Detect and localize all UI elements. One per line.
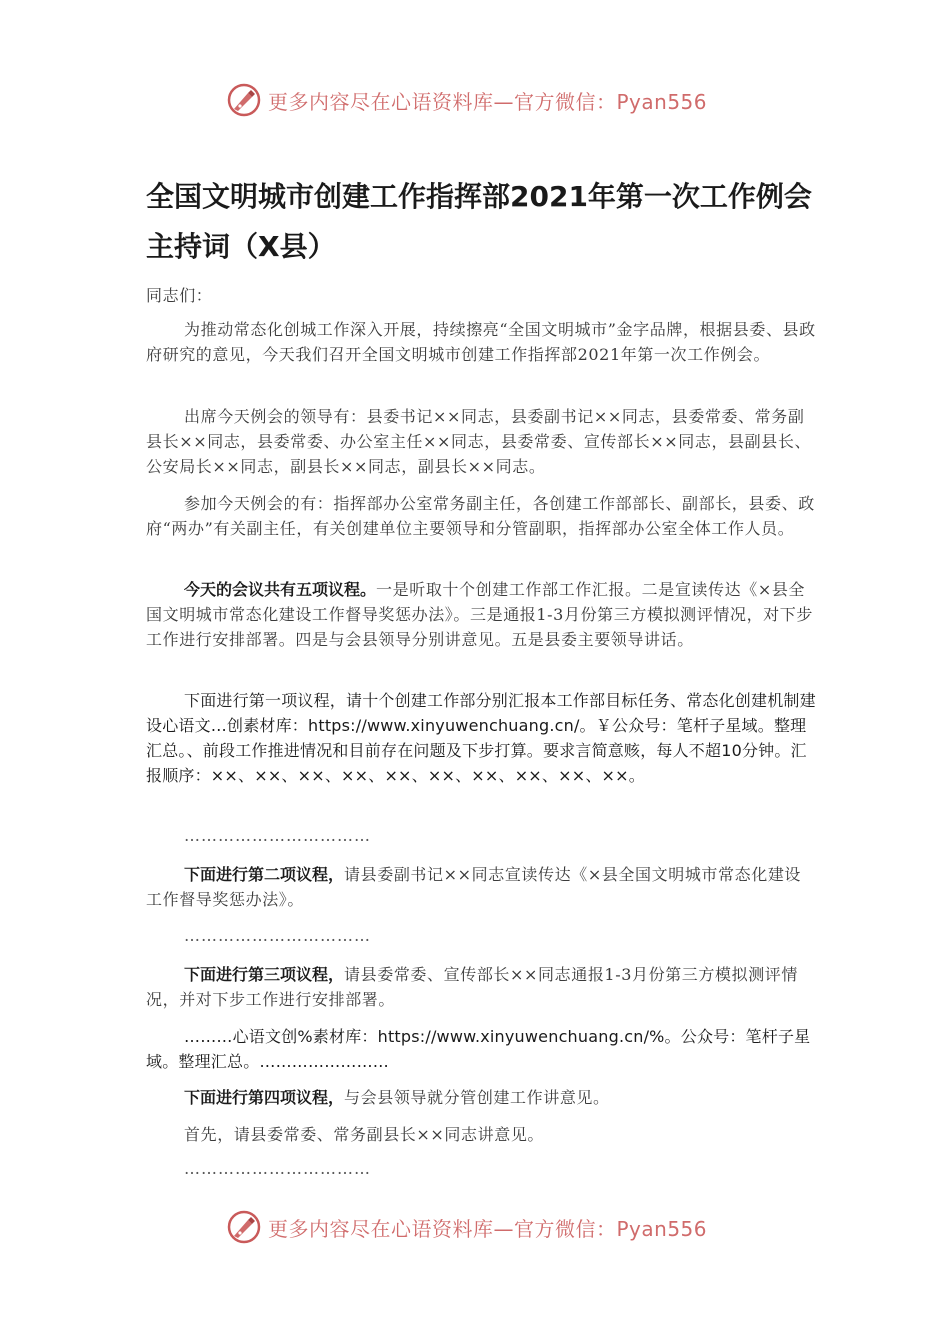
second-item-lead: 下面进行第二项议程， bbox=[184, 865, 345, 884]
ellipsis-separator: …………………………… bbox=[184, 826, 371, 845]
ellipsis-separator: …………………………… bbox=[184, 1159, 371, 1178]
pen-nib-logo-icon bbox=[226, 82, 262, 118]
paragraph-attending-leaders: 出席今天例会的领导有：县委书记××同志，县委副书记××同志，县委常委、常务副县长××同志，县委常委、办公室主任××同志，县委常委、宣传部长××同志，县副县长、公安局长××同志，副县长××同志，副县长××同志。 bbox=[146, 407, 812, 476]
paragraph-agenda bbox=[146, 577, 816, 652]
banner-text: 更多内容尽在心语资料库—官方微信：Pyan556 bbox=[268, 1216, 708, 1241]
paragraph-watermark-note: ………心语文创%素材库：https://www.xinyuwenchuang.cn/%。公众号：笔杆子星域。整理汇总。…………………… bbox=[146, 1027, 811, 1071]
fourth-item-rest: 与会县领导就分管创建工作讲意见。 bbox=[344, 1088, 610, 1107]
ellipsis-separator: …………………………… bbox=[184, 926, 371, 945]
banner-text: 更多内容尽在心语资料库—官方微信：Pyan556 bbox=[268, 89, 708, 114]
fourth-item-lead: 下面进行第四项议程， bbox=[184, 1088, 345, 1107]
third-item-rest: 请县委常委、宣传部长××同志通报1-3月份第三方模拟测评情况，并对下步工作进行安排部署。 bbox=[146, 965, 798, 1009]
pen-nib-logo-icon bbox=[226, 1209, 262, 1245]
third-item-lead: 下面进行第三项议程， bbox=[184, 965, 345, 984]
paragraph-third-item bbox=[146, 962, 816, 1012]
paragraph-participants: 参加今天例会的有：指挥部办公室常务副主任，各创建工作部部长、副部长，县委、政府“两办”有关副主任，有关创建单位主要领导和分管副职，指挥部办公室全体工作人员。 bbox=[146, 494, 815, 538]
greeting: 同志们： bbox=[146, 286, 213, 305]
document-title: 全国文明城市创建工作指挥部2021年第一次工作例会主持词（X县） bbox=[146, 180, 812, 263]
agenda-rest: 一是听取十个创建工作部工作汇报。二是宣读传达《×县全国文明城市常态化建设工作督导奖惩办法》。三是通报1-3月份第三方模拟测评情况，对下步工作进行安排部署。四是与会县领导分别讲意见。五是县委主要领导讲话。 bbox=[146, 580, 813, 649]
paragraph-second-item bbox=[146, 862, 816, 912]
paragraph-first-speaker: 首先，请县委常委、常务副县长××同志讲意见。 bbox=[184, 1125, 545, 1144]
paragraph-first-item: 下面进行第一项议程，请十个创建工作部分别汇报本工作部目标任务、常态化创建机制建设心语文…创素材库：https://www.xinyuwenchuang.cn/。￥公众号：笔杆子星域。整理汇总。、前段工作推进情况和目前存在问题及下步打算。要求言简意赅，每人不超10分钟。汇报顺序：××、××、××、××、××、××、××、××、××、××。 bbox=[146, 691, 816, 785]
agenda-lead: 今天的会议共有五项议程。 bbox=[184, 580, 377, 599]
second-item-rest: 请县委副书记××同志宣读传达《×县全国文明城市常态化建设工作督导奖惩办法》。 bbox=[146, 865, 802, 909]
paragraph-intro: 为推动常态化创城工作深入开展，持续擦亮“全国文明城市”金字品牌，根据县委、县政府研究的意见，今天我们召开全国文明城市创建工作指挥部2021年第一次工作例会。 bbox=[146, 320, 816, 364]
header-banner bbox=[226, 82, 707, 118]
paragraph-fourth-item bbox=[146, 1085, 816, 1110]
footer-banner bbox=[226, 1209, 707, 1245]
